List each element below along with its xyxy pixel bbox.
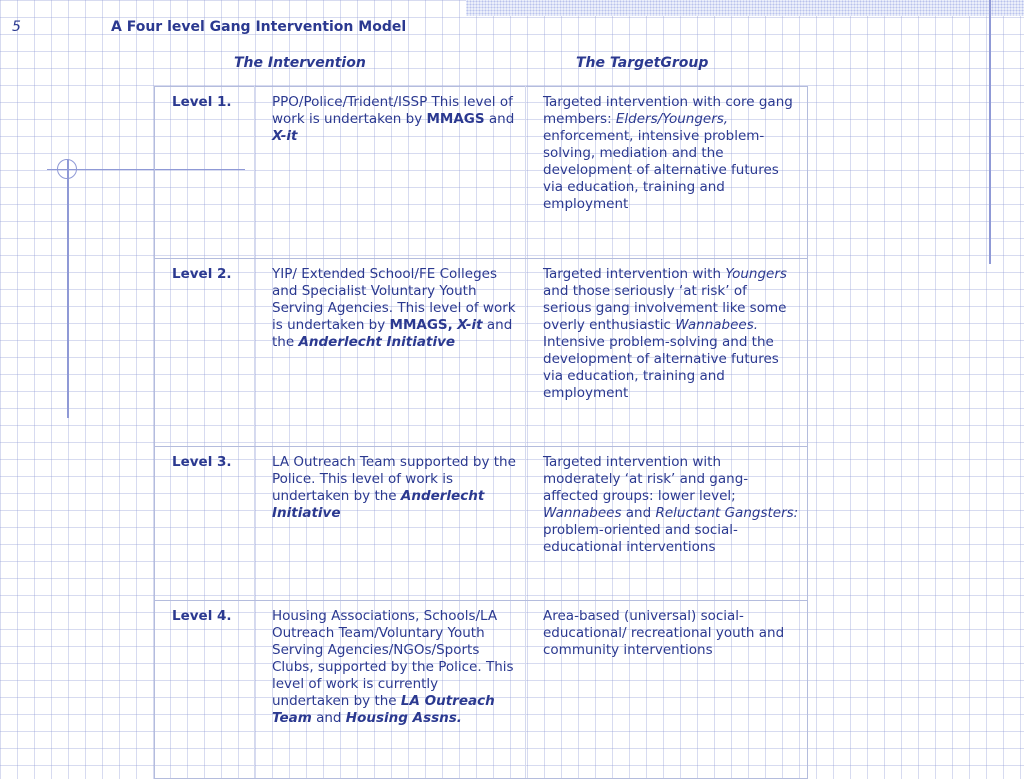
slide-title: A Four level Gang Intervention Model <box>111 19 407 35</box>
level-label: Level 4. <box>155 601 255 779</box>
crosshair-circle-icon <box>57 159 77 179</box>
vertical-rule-left <box>67 160 69 418</box>
intervention-cell: LA Outreach Team supported by the Police. This level of work is undertaken by the Anderlecht Initiative <box>255 447 526 601</box>
table-row <box>155 259 808 447</box>
intervention-cell: PPO/Police/Trident/ISSP This level of work is undertaken by MMAGS and X-it <box>255 87 526 259</box>
level-label: Level 1. <box>155 87 255 259</box>
intervention-table <box>154 86 808 779</box>
table-row <box>155 447 808 601</box>
target-group-cell: Targeted intervention with Youngers and those seriously ‘at risk’ of serious gang involvement like some overly enthusiastic Wannabees. Intensive problem-solving and the development of alternative futures via education, training and employment <box>526 259 808 447</box>
intervention-cell: YIP/ Extended School/FE Colleges and Specialist Voluntary Youth Serving Agencies. This level of work is undertaken by MMAGS, X-it and the Anderlecht Initiative <box>255 259 526 447</box>
target-group-cell: Targeted intervention with core gang members: Elders/Youngers, enforcement, intensive problem-solving, mediation and the development of alternative futures via education, training and employment <box>526 87 808 259</box>
table-row <box>155 87 808 259</box>
target-group-cell: Targeted intervention with moderately ‘at risk’ and gang-affected groups: lower level; Wannabees and Reluctant Gangsters: problem-oriented and social-educational interventions <box>526 447 808 601</box>
target-group-cell: Area-based (universal) social-educational/ recreational youth and community interventions <box>526 601 808 779</box>
slide-number: 5 <box>12 19 21 35</box>
column-heading-intervention: The Intervention <box>234 55 366 71</box>
table-row <box>155 601 808 779</box>
column-heading-target-group: The TargetGroup <box>576 55 709 71</box>
dotted-header-band <box>466 0 1024 16</box>
level-label: Level 3. <box>155 447 255 601</box>
level-label: Level 2. <box>155 259 255 447</box>
intervention-cell: Housing Associations, Schools/LA Outreach Team/Voluntary Youth Serving Agencies/NGOs/Sports Clubs, supported by the Police. This level of work is currently undertaken by the LA Outreach Team and Housing Assns. <box>255 601 526 779</box>
vertical-rule-right <box>989 0 991 264</box>
